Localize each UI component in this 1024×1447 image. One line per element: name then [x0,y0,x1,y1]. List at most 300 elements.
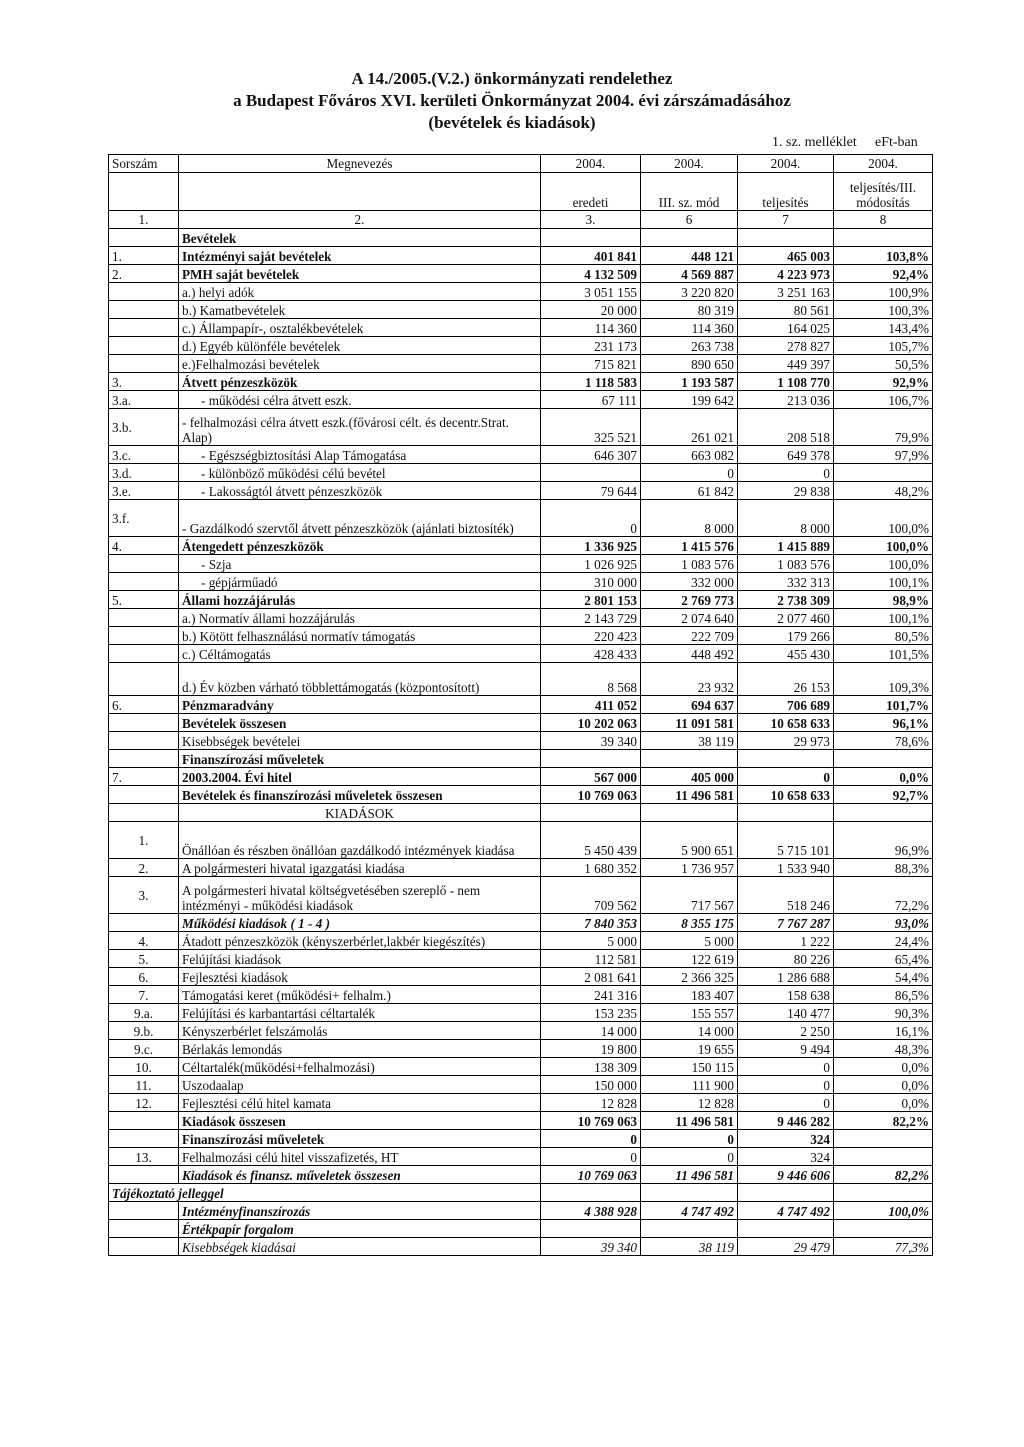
row-value-1: 10 769 063 [541,1166,641,1184]
row-value-3: 0 [738,768,834,786]
table-row [109,696,933,714]
row-value-4: 0,0% [834,1058,933,1076]
row-name: a.) Normatív állami hozzájárulás [179,609,541,627]
table-row [109,482,933,500]
row-value-3: 4 223 973 [738,265,834,283]
row-value-1: 3 051 155 [541,283,641,301]
col-idx-5: 7 [738,211,834,229]
row-name: Önállóan és részben önállóan gazdálkodó intézmények kiadása [179,822,541,859]
row-value-2: 448 492 [641,645,738,663]
row-value-2 [641,229,738,247]
row-value-3: 0 [738,464,834,482]
row-value-4: 82,2% [834,1166,933,1184]
row-number [109,283,179,301]
row-number [109,355,179,373]
row-name: c.) Céltámogatás [179,645,541,663]
row-value-4: 82,2% [834,1112,933,1130]
row-value-1: 7 840 353 [541,914,641,932]
row-value-1: 1 026 925 [541,555,641,573]
table-row [109,1220,933,1238]
row-value-2: 122 619 [641,950,738,968]
col-idx-6: 8 [834,211,933,229]
row-value-1: 1 680 352 [541,859,641,877]
row-value-3: 8 000 [738,500,834,537]
col-idx-3: 3. [541,211,641,229]
row-value-4: 98,9% [834,591,933,609]
row-value-4: 24,4% [834,932,933,950]
col-year-4: 2004. [834,155,933,173]
col-sorszam: Sorszám [109,155,179,173]
row-value-4: 88,3% [834,859,933,877]
row-value-3: 9 446 282 [738,1112,834,1130]
row-number [109,1202,179,1220]
row-value-2: 1 083 576 [641,555,738,573]
table-row [109,337,933,355]
row-number [109,319,179,337]
table-row [109,1202,933,1220]
col-idx-1: 1. [109,211,179,229]
row-number: 10. [109,1058,179,1076]
row-value-3: 324 [738,1148,834,1166]
row-name: - Szja [179,555,541,573]
unit-label: eFt-ban [875,135,918,150]
row-number [109,1166,179,1184]
row-number: 3.c. [109,446,179,464]
row-number [109,714,179,732]
row-name: Kiadások összesen [179,1112,541,1130]
row-number: 6. [109,696,179,714]
row-number [109,645,179,663]
row-value-3: 208 518 [738,409,834,446]
row-value-4 [834,1130,933,1148]
row-number: 3.a. [109,391,179,409]
row-value-4: 48,2% [834,482,933,500]
row-number: 6. [109,968,179,986]
row-value-2: 11 496 581 [641,1166,738,1184]
budget-table [108,154,933,1256]
row-name: - Lakosságtól átvett pénzeszközök [179,482,541,500]
row-number: 4. [109,537,179,555]
row-number [109,337,179,355]
row-value-2: 199 642 [641,391,738,409]
row-value-1: 5 450 439 [541,822,641,859]
row-value-4 [834,229,933,247]
row-value-3: 1 533 940 [738,859,834,877]
row-number: 3.e. [109,482,179,500]
row-value-1: 112 581 [541,950,641,968]
row-value-1: 0 [541,500,641,537]
row-value-1: 428 433 [541,645,641,663]
row-value-1: 10 769 063 [541,786,641,804]
row-number: 11. [109,1076,179,1094]
row-number [109,573,179,591]
row-value-4: 105,7% [834,337,933,355]
table-row [109,732,933,750]
row-value-3: 324 [738,1130,834,1148]
row-number [109,1238,179,1256]
col-year-1: 2004. [541,155,641,173]
row-number: 9.a. [109,1004,179,1022]
row-value-2: 0 [641,1130,738,1148]
row-name: Kényszerbérlet felszámolás [179,1022,541,1040]
row-value-1: 8 568 [541,663,641,696]
row-value-1: 2 143 729 [541,609,641,627]
header-row-index [109,211,933,229]
row-value-4: 16,1% [834,1022,933,1040]
row-value-3: 465 003 [738,247,834,265]
table-row [109,914,933,932]
col-sub-mod: III. sz. mód [641,173,738,211]
row-value-2 [641,1220,738,1238]
col-megnevezes: Megnevezés [179,155,541,173]
row-value-1: 241 316 [541,986,641,1004]
row-number: 7. [109,768,179,786]
row-name: - Egészségbiztosítási Alap Támogatása [179,446,541,464]
row-value-3 [738,804,834,822]
row-value-2: 1 736 957 [641,859,738,877]
table-row [109,986,933,1004]
row-value-2: 38 119 [641,732,738,750]
row-value-1: 12 828 [541,1094,641,1112]
row-value-4: 103,8% [834,247,933,265]
row-value-4: 109,3% [834,663,933,696]
row-value-3: 80 561 [738,301,834,319]
table-row [109,627,933,645]
row-value-2: 8 355 175 [641,914,738,932]
row-value-2: 890 650 [641,355,738,373]
row-value-3: 518 246 [738,877,834,914]
row-value-4: 48,3% [834,1040,933,1058]
row-value-2: 717 567 [641,877,738,914]
row-name: Átengedett pénzeszközök [179,537,541,555]
row-value-4: 100,0% [834,537,933,555]
row-value-3: 0 [738,1094,834,1112]
row-value-3: 2 250 [738,1022,834,1040]
row-value-2: 19 655 [641,1040,738,1058]
row-value-2 [641,1184,738,1202]
row-value-4: 100,1% [834,573,933,591]
row-value-1: 401 841 [541,247,641,265]
row-name: - különböző működési célú bevétel [179,464,541,482]
table-row [109,950,933,968]
row-number: 3.f. [109,500,179,537]
row-name: Felújítási és karbantartási céltartalék [179,1004,541,1022]
row-value-3: 7 767 287 [738,914,834,932]
row-value-2: 2 366 325 [641,968,738,986]
row-name: Működési kiadások ( 1 - 4 ) [179,914,541,932]
row-value-4: 50,5% [834,355,933,373]
row-value-1: 19 800 [541,1040,641,1058]
row-name: Támogatási keret (működési+ felhalm.) [179,986,541,1004]
row-name: Finanszírozási műveletek [179,1130,541,1148]
row-value-1: 39 340 [541,1238,641,1256]
row-number: 5. [109,591,179,609]
row-value-1: 709 562 [541,877,641,914]
row-value-4: 93,0% [834,914,933,932]
row-number: 1. [109,247,179,265]
row-value-3: 649 378 [738,446,834,464]
table-row [109,355,933,373]
row-name: Uszodaalap [179,1076,541,1094]
row-value-4: 80,5% [834,627,933,645]
row-number [109,732,179,750]
row-value-3 [738,1220,834,1238]
row-value-3: 2 077 460 [738,609,834,627]
table-row [109,750,933,768]
table-row [109,247,933,265]
row-value-1: 67 111 [541,391,641,409]
row-value-4 [834,1148,933,1166]
row-value-4: 92,4% [834,265,933,283]
row-value-4 [834,1184,933,1202]
row-value-3: 455 430 [738,645,834,663]
row-value-3: 10 658 633 [738,786,834,804]
row-number: 3.b. [109,409,179,446]
row-value-1: 4 388 928 [541,1202,641,1220]
row-number [109,914,179,932]
row-number [109,229,179,247]
row-name: Bevételek összesen [179,714,541,732]
row-value-4: 0,0% [834,1094,933,1112]
col-year-3: 2004. [738,155,834,173]
row-value-2: 11 496 581 [641,1112,738,1130]
row-number: 4. [109,932,179,950]
table-row [109,555,933,573]
row-number: 13. [109,1148,179,1166]
row-value-3: 179 266 [738,627,834,645]
row-value-1: 150 000 [541,1076,641,1094]
row-name: PMH saját bevételek [179,265,541,283]
row-name: e.)Felhalmozási bevételek [179,355,541,373]
row-value-3: 158 638 [738,986,834,1004]
table-row [109,283,933,301]
row-value-1: 0 [541,1148,641,1166]
row-value-3: 1 222 [738,932,834,950]
table-row [109,301,933,319]
table-row [109,768,933,786]
row-name: Felújítási kiadások [179,950,541,968]
row-value-2: 183 407 [641,986,738,1004]
table-row [109,1166,933,1184]
row-value-3 [738,1184,834,1202]
row-name: - Gazdálkodó szervtől átvett pénzeszközök (ajánlati biztosíték) [179,500,541,537]
row-name: b.) Kötött felhasználású normatív támogatás [179,627,541,645]
row-value-3: 29 479 [738,1238,834,1256]
table-row [109,1076,933,1094]
table-row [109,968,933,986]
doc-title-line2: a Budapest Főváros XVI. kerületi Önkormányzat 2004. évi zárszámadásához [233,91,791,110]
row-number [109,663,179,696]
row-name: Kisebbségek bevételei [179,732,541,750]
row-value-3: 4 747 492 [738,1202,834,1220]
table-row [109,822,933,859]
row-value-2: 150 115 [641,1058,738,1076]
row-name: KIADÁSOK [179,804,541,822]
row-value-2: 332 000 [641,573,738,591]
table-row [109,804,933,822]
col-idx-2: 2. [179,211,541,229]
col-sub-teljesites: teljesítés [738,173,834,211]
header-row-years [109,155,933,173]
row-number: 12. [109,1094,179,1112]
row-value-2: 222 709 [641,627,738,645]
row-value-1: 1 118 583 [541,373,641,391]
row-value-3: 140 477 [738,1004,834,1022]
row-name: Állami hozzájárulás [179,591,541,609]
row-number [109,750,179,768]
row-value-2: 8 000 [641,500,738,537]
row-value-4: 65,4% [834,950,933,968]
row-value-4: 100,3% [834,301,933,319]
row-value-4: 96,9% [834,822,933,859]
row-number: 1. [109,822,179,859]
row-value-1: 2 801 153 [541,591,641,609]
row-value-1: 220 423 [541,627,641,645]
row-value-4: 86,5% [834,986,933,1004]
row-value-4: 90,3% [834,1004,933,1022]
row-value-4 [834,750,933,768]
row-number: 2. [109,265,179,283]
row-value-4: 100,9% [834,283,933,301]
row-name: Felhalmozási célú hitel visszafizetés, HT [179,1148,541,1166]
row-name: Átadott pénzeszközök (kényszerbérlet,lakbér kiegészítés) [179,932,541,950]
row-value-4: 143,4% [834,319,933,337]
row-value-1: 20 000 [541,301,641,319]
col-idx-4: 6 [641,211,738,229]
row-name: Intézményi saját bevételek [179,247,541,265]
table-row [109,229,933,247]
row-value-2: 1 415 576 [641,537,738,555]
table-row [109,609,933,627]
row-value-1: 114 360 [541,319,641,337]
row-name: Átvett pénzeszközök [179,373,541,391]
row-value-1: 5 000 [541,932,641,950]
row-name: Bevételek és finanszírozási műveletek összesen [179,786,541,804]
col-sub-empty-2 [179,173,541,211]
row-value-4: 77,3% [834,1238,933,1256]
row-value-4: 100,0% [834,500,933,537]
row-value-2: 263 738 [641,337,738,355]
row-name: Céltartalék(működési+felhalmozási) [179,1058,541,1076]
row-value-2: 0 [641,464,738,482]
table-row [109,1184,933,1202]
row-value-4: 100,0% [834,1202,933,1220]
row-name: - felhalmozási célra átvett eszk.(fővárosi célt. és decentr.Strat. Alap) [179,409,541,446]
table-row [109,591,933,609]
row-name: Fejlesztési kiadások [179,968,541,986]
row-number: 3.d. [109,464,179,482]
row-value-3: 10 658 633 [738,714,834,732]
row-name: Bevételek [179,229,541,247]
row-value-4: 92,9% [834,373,933,391]
row-value-2: 80 319 [641,301,738,319]
row-value-3: 332 313 [738,573,834,591]
row-value-1 [541,1184,641,1202]
row-value-3: 29 973 [738,732,834,750]
table-row [109,464,933,482]
row-value-2: 2 769 773 [641,591,738,609]
table-row [109,786,933,804]
row-number: 9.c. [109,1040,179,1058]
row-value-1: 39 340 [541,732,641,750]
table-row [109,932,933,950]
col-sub-ratio: teljesítés/III. módosítás [834,173,933,211]
row-name: d.) Egyéb különféle bevételek [179,337,541,355]
row-value-3: 1 108 770 [738,373,834,391]
row-value-1: 2 081 641 [541,968,641,986]
row-value-2: 4 569 887 [641,265,738,283]
row-value-2: 0 [641,1148,738,1166]
table-row [109,1130,933,1148]
row-value-2: 2 074 640 [641,609,738,627]
row-name: Értékpapír forgalom [179,1220,541,1238]
row-number [109,1130,179,1148]
table-row [109,1112,933,1130]
table-row [109,859,933,877]
table-row [109,446,933,464]
col-sub-eredeti: eredeti [541,173,641,211]
row-value-1: 310 000 [541,573,641,591]
col-year-2: 2004. [641,155,738,173]
row-value-1: 646 307 [541,446,641,464]
row-value-4: 92,7% [834,786,933,804]
table-row [109,1022,933,1040]
row-value-3: 164 025 [738,319,834,337]
row-value-1 [541,750,641,768]
attachment-label: 1. sz. melléklet [772,135,857,150]
row-value-2: 663 082 [641,446,738,464]
row-value-3: 706 689 [738,696,834,714]
table-row [109,409,933,446]
row-value-2: 14 000 [641,1022,738,1040]
row-number [109,786,179,804]
row-value-4: 96,1% [834,714,933,732]
row-value-3: 29 838 [738,482,834,500]
row-number: 7. [109,986,179,1004]
row-value-1: 231 173 [541,337,641,355]
row-value-1: 153 235 [541,1004,641,1022]
row-value-3: 3 251 163 [738,283,834,301]
row-name: Kisebbségek kiadásai [179,1238,541,1256]
row-value-1: 715 821 [541,355,641,373]
row-value-1: 138 309 [541,1058,641,1076]
row-value-2: 114 360 [641,319,738,337]
row-value-2: 12 828 [641,1094,738,1112]
row-value-1 [541,229,641,247]
table-row [109,877,933,914]
row-value-4: 106,7% [834,391,933,409]
table-row [109,1040,933,1058]
row-name: A polgármesteri hivatal költségvetésében szereplő - nem intézményi - működési kiadások [179,877,541,914]
header-row-sub [109,173,933,211]
row-value-2: 155 557 [641,1004,738,1022]
row-name: - működési célra átvett eszk. [179,391,541,409]
row-number [109,804,179,822]
table-row [109,645,933,663]
row-name: Kiadások és finansz. műveletek összesen [179,1166,541,1184]
row-value-2: 38 119 [641,1238,738,1256]
row-number [109,627,179,645]
table-row [109,265,933,283]
row-value-3 [738,750,834,768]
row-value-3: 0 [738,1076,834,1094]
row-value-4 [834,1220,933,1238]
row-number [109,301,179,319]
row-value-2: 4 747 492 [641,1202,738,1220]
row-value-2: 405 000 [641,768,738,786]
row-value-2: 5 000 [641,932,738,950]
row-value-1 [541,1220,641,1238]
